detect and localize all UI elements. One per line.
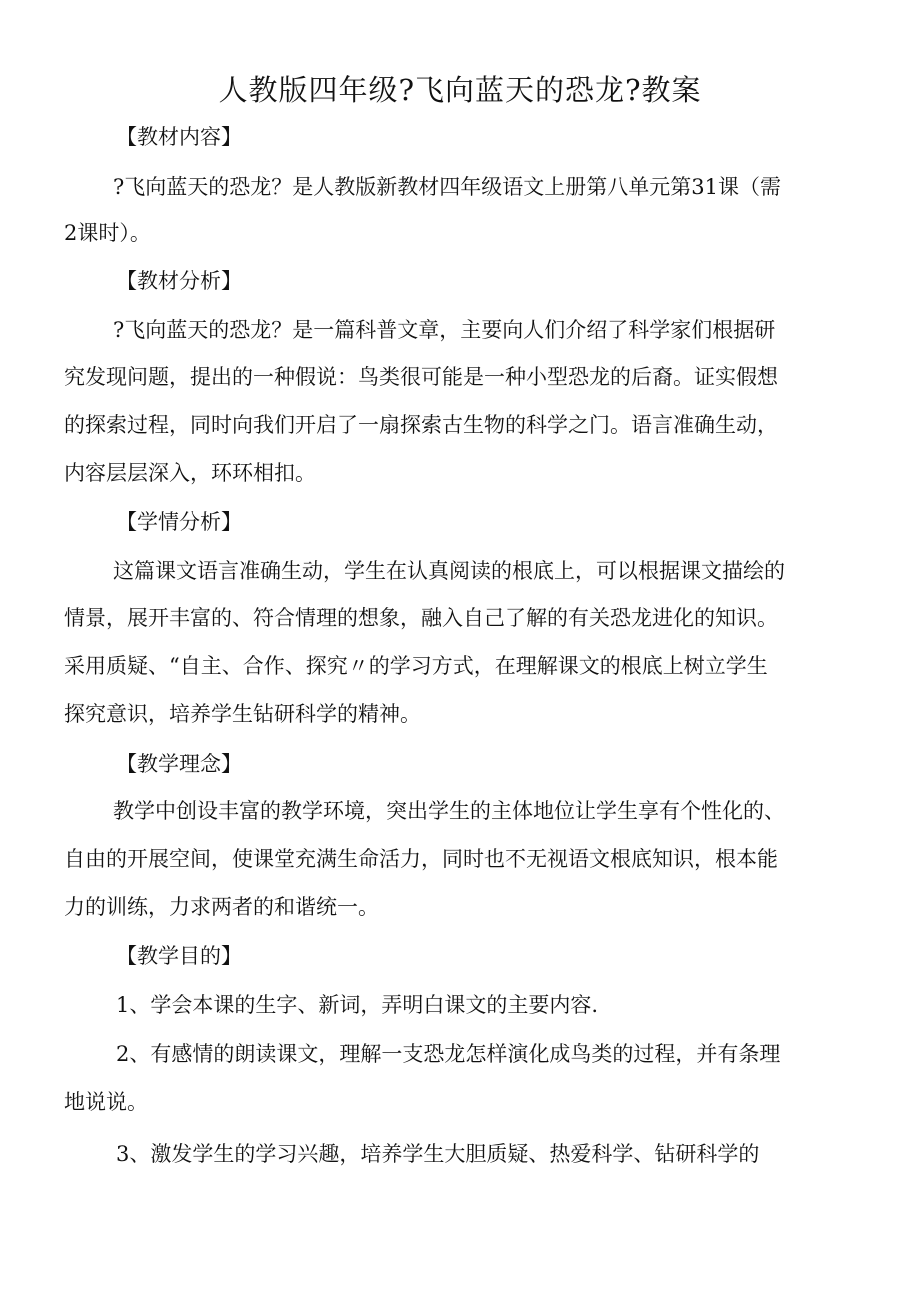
section-heading-student-analysis: 【学情分析】	[116, 510, 242, 534]
section-heading-teaching-philosophy: 【教学理念】	[116, 752, 242, 776]
objective-item-2: 2、有感情的朗读课文，理解一支恐龙怎样演化成鸟类的过程，并有条理	[116, 1042, 781, 1066]
paragraph-line: ?飞向蓝天的恐龙？是一篇科普文章，主要向人们介绍了科学家们根据研	[113, 318, 776, 342]
paragraph-line: 的探索过程，同时向我们开启了一扇探索古生物的科学之门。语言准确生动，	[64, 413, 778, 437]
section-heading-teaching-objectives: 【教学目的】	[116, 944, 242, 968]
paragraph-line: 教学中创设丰富的教学环境，突出学生的主体地位让学生享有个性化的、	[113, 799, 785, 823]
section-heading-textbook-content: 【教材内容】	[116, 125, 242, 149]
paragraph-line: 内容层层深入，环环相扣。	[64, 461, 316, 485]
paragraph-line: 究发现问题，提出的一种假说：鸟类很可能是一种小型恐龙的后裔。证实假想	[64, 365, 778, 389]
paragraph-line: 自由的开展空间，使课堂充满生命活力，同时也不无视语文根底知识，根本能	[64, 847, 778, 871]
paragraph-line: 采用质疑、“自主、合作、探究〃的学习方式，在理解课文的根底上树立学生	[64, 654, 768, 678]
paragraph-line: 情景，展开丰富的、符合情理的想象，融入自己了解的有关恐龙进化的知识。	[64, 606, 778, 630]
section-heading-textbook-analysis: 【教材分析】	[116, 269, 242, 293]
paragraph-line: 探究意识，培养学生钻研科学的精神。	[64, 702, 421, 726]
objective-item-2-continued: 地说说。	[64, 1090, 148, 1114]
paragraph-line: ?飞向蓝天的恐龙？是人教版新教材四年级语文上册第八单元第31课（需	[113, 175, 781, 199]
objective-item-3: 3、激发学生的学习兴趣，培养学生大胆质疑、热爱科学、钻研科学的	[116, 1142, 760, 1166]
paragraph-line: 这篇课文语言准确生动，学生在认真阅读的根底上，可以根据课文描绘的	[113, 559, 785, 583]
objective-item-1: 1、学会本课的生字、新词，弄明白课文的主要内容.	[116, 993, 599, 1017]
document-title: 人教版四年级?飞向蓝天的恐龙?教案	[218, 73, 702, 107]
paragraph-line: 2课时）。	[64, 221, 151, 245]
paragraph-line: 力的训练，力求两者的和谐统一。	[64, 895, 379, 919]
